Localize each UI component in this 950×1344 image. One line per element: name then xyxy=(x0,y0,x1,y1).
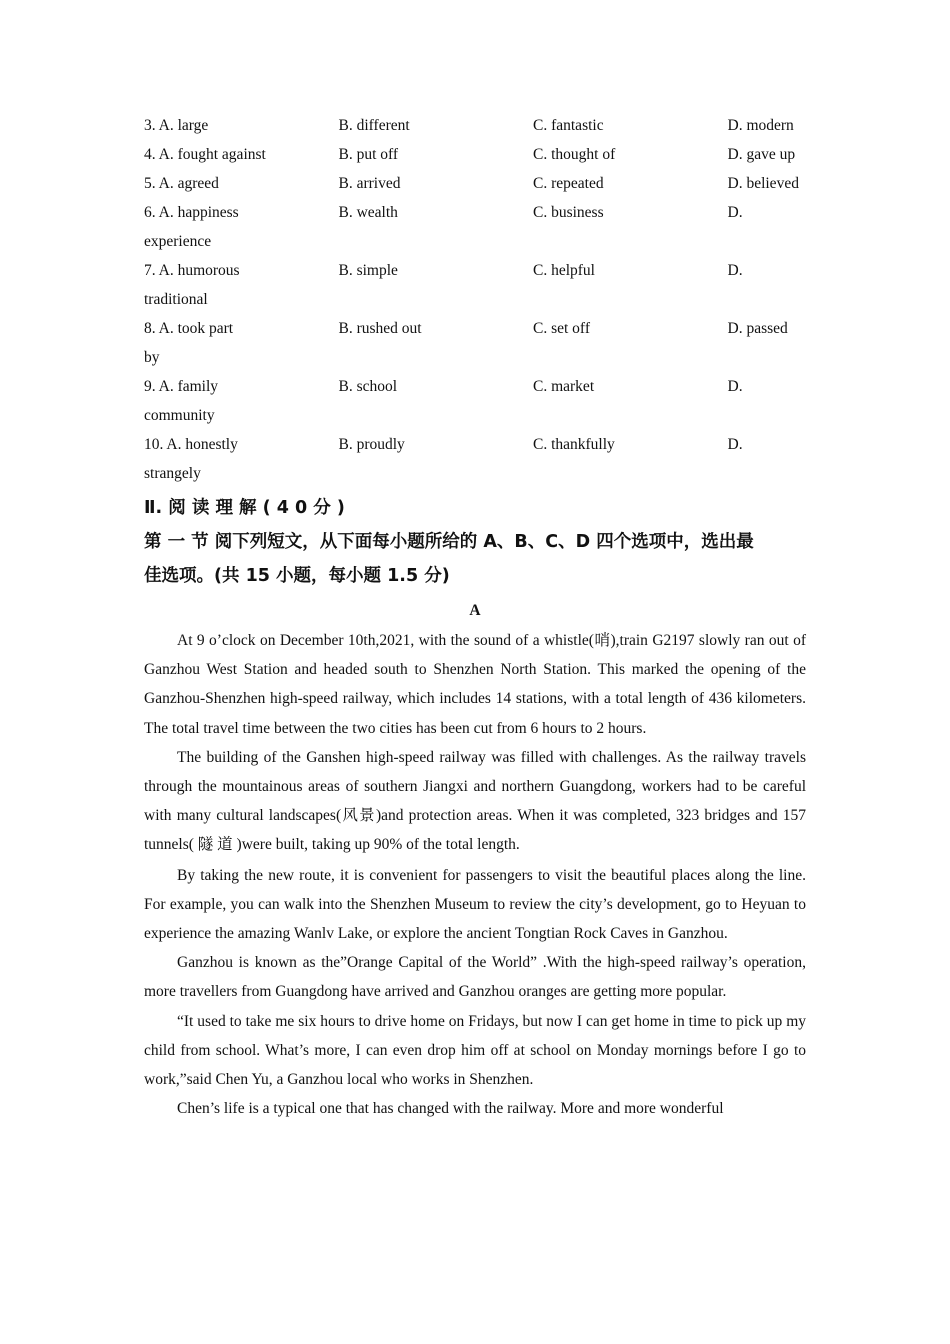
option-row-7 xyxy=(144,256,806,285)
option-a: 6. A. happiness xyxy=(144,204,239,221)
option-d: D. modern xyxy=(727,117,794,134)
exam-page xyxy=(144,111,806,1123)
option-d-continuation: community xyxy=(144,407,215,424)
option-d-continuation: traditional xyxy=(144,291,208,308)
option-d: D. xyxy=(727,378,743,395)
option-c: C. set off xyxy=(533,320,590,337)
option-a: 7. A. humorous xyxy=(144,262,240,279)
instruction-line-1: 第 一 节 阅下列短文，从下面每小题所给的 A、B、C、D 四个选项中，选出最 xyxy=(144,532,754,552)
option-row-8 xyxy=(144,314,806,343)
option-d-continuation: by xyxy=(144,349,160,366)
option-a: 5. A. agreed xyxy=(144,175,219,192)
passage-paragraph-5: “It used to take me six hours to drive home on Fridays, but now I can get home in time to pick up my child from school. What’s more, I can even drop him off at school on Monday mornings before I go to work,”said Chen Yu, a Ganzhou local who works in Shenzhen. xyxy=(144,1012,806,1089)
option-c: C. fantastic xyxy=(533,117,604,134)
option-row-9 xyxy=(144,372,806,401)
option-d: D. gave up xyxy=(727,146,796,163)
option-b: B. arrived xyxy=(338,175,401,192)
option-a: 10. A. honestly xyxy=(144,436,238,453)
option-a: 4. A. fought against xyxy=(144,146,266,163)
option-row-10 xyxy=(144,430,806,459)
passage-paragraph-1: At 9 o’clock on December 10th,2021, with the sound of a whistle(哨),train G2197 slowly ran out of Ganzhou West Station and headed south to Shenzhen North Station. This marked the opening of the Ganzhou-Shenzhen high-speed railway, which includes 14 stations, with a total length of 436 kilometers. The total travel time between the two cities has been cut from 6 hours to 2 hours. xyxy=(144,632,806,737)
instruction-line-2: 佳选项。(共 15 小题，每小题 1.5 分) xyxy=(144,566,450,586)
option-a: 3. A. large xyxy=(144,117,209,134)
option-a: 8. A. took part xyxy=(144,320,234,337)
option-b: B. proudly xyxy=(338,436,405,453)
option-c: C. helpful xyxy=(533,262,595,279)
option-row-3 xyxy=(144,111,806,140)
option-b: B. put off xyxy=(338,146,399,163)
option-c: C. business xyxy=(533,204,604,221)
option-d: D. xyxy=(727,262,743,279)
option-d: D. xyxy=(727,204,743,221)
section-title: Ⅱ. 阅 读 理 解 ( 4 0 分 ) xyxy=(144,498,345,518)
option-a: 9. A. family xyxy=(144,378,219,395)
option-c: C. repeated xyxy=(533,175,604,192)
option-b: B. wealth xyxy=(338,204,398,221)
passage-label: A xyxy=(469,602,481,619)
option-d: D. xyxy=(727,436,743,453)
option-row-6 xyxy=(144,198,806,227)
option-d: D. believed xyxy=(727,175,799,192)
passage-body xyxy=(144,626,806,1123)
answer-options xyxy=(144,111,806,488)
option-b: B. school xyxy=(338,378,398,395)
passage-paragraph-3: By taking the new route, it is convenient for passengers to visit the beautiful places along the line. For example, you can walk into the Shenzhen Museum to review the city’s development, go to Heyuan to experience the amazing Wanlv Lake, or explore the ancient Tongtian Rock Caves in Ganzhou. xyxy=(144,866,806,943)
option-b: B. rushed out xyxy=(338,320,422,337)
option-c: C. market xyxy=(533,378,595,395)
option-d-continuation: strangely xyxy=(144,465,201,482)
option-row-5 xyxy=(144,169,806,198)
option-b: B. different xyxy=(338,117,410,134)
option-d-continuation: experience xyxy=(144,233,212,250)
option-c: C. thought of xyxy=(533,146,616,163)
passage-paragraph-2: The building of the Ganshen high-speed railway was filled with challenges. As the railway travels through the mountainous areas of southern Jiangxi and northern Guangdong, workers had to be careful with many cultural landscapes(风景)and protection areas. When it was completed, 323 bridges and 157 tunnels( 隧 道 )were built, taking up 90% of the total length. xyxy=(144,748,806,854)
option-c: C. thankfully xyxy=(533,436,615,453)
option-b: B. simple xyxy=(338,262,398,279)
passage-paragraph-4: Ganzhou is known as the”Orange Capital of the World” .With the high-speed railway’s operation, more travellers from Guangdong have arrived and Ganzhou oranges are getting more popular. xyxy=(144,954,806,1001)
option-d: D. passed xyxy=(727,320,788,337)
passage-paragraph-6: Chen’s life is a typical one that has changed with the railway. More and more wonderful xyxy=(177,1100,724,1118)
option-row-4 xyxy=(144,140,806,169)
